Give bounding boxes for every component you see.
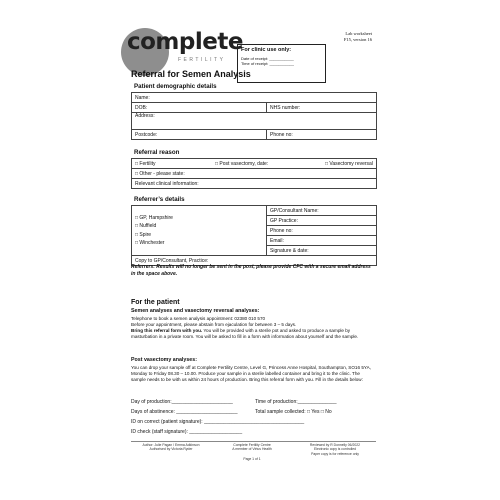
fertility-checkbox[interactable]: □ Fertility [132,159,213,169]
sample-collected-field[interactable]: Total sample collected: □ Yes □ No [255,409,332,415]
referrer-table [131,205,377,266]
referrer-phone-field[interactable]: Phone no: [267,226,377,236]
footer-authorised: Authorised by Victoria Ryder [149,447,193,452]
abstain-text: Before your appointment, please abstain from ejaculation for between 3 – 5 days. [131,322,297,327]
patient-heading: For the patient [131,299,180,306]
footer-electronic: Electronic copy is controlled [313,447,357,452]
document-meta [324,31,372,43]
copy-to-field[interactable]: Copy to GP/Consultant, Practice: [132,256,377,266]
page-number: Page 1 of 1 [243,457,261,461]
clinic-use-heading: For clinic use only: [241,47,292,53]
meta-line-2: F15, version 16 [343,37,372,43]
time-of-production-field[interactable]: Time of production:______________ [255,399,337,405]
patient-id-signature-field[interactable]: ID on correct (patient signature): ____________________________________ [131,419,305,425]
demographics-heading: Patient demographic details [134,83,217,90]
receipt-time: Time of receipt: ___________ [241,61,294,67]
post-vasectomy-subheading: Post vasectomy analyses: [131,357,197,363]
dob-field[interactable]: DOB: [132,103,267,113]
footer-paper: Paper copy is for reference only [311,451,359,456]
referrer-email-field[interactable]: Email: [267,236,377,246]
logo-wordmark: complete [127,29,243,55]
clinical-info-field[interactable]: Relevant clinical information: [132,179,377,189]
nhs-field[interactable]: NHS number: [267,103,377,113]
signature-date-field[interactable]: Signature & date: [267,246,377,256]
receipt-date: Date of receipt: ___________ [241,56,294,62]
winchester-checkbox[interactable]: □ Winchester [135,240,165,246]
page-title: Referral for Semen Analysis [131,69,251,79]
staff-id-signature-field[interactable]: ID check (staff signature): ___________________ [131,429,243,435]
footer-author: Author: Julie Pagan / Emma Adkinson [142,443,200,447]
meta-line-1: Lab worksheet [345,31,372,36]
name-field[interactable]: Name: [132,93,377,103]
other-reason-field[interactable]: □ Other - please state: [132,169,377,179]
referrer-heading: Referrer’s details [134,196,185,203]
demographics-table [131,92,377,140]
footer-centre-name: Complete Fertility Centre [233,443,271,447]
phone-field[interactable]: Phone no: [267,130,377,140]
reason-table [131,158,377,189]
reason-heading: Referral reason [134,149,180,156]
post-vasectomy-checkbox[interactable]: □ Post vasectomy, date: [212,159,322,169]
gp-consultant-field[interactable]: GP/Consultant Name: [267,206,377,216]
gp-hampshire-checkbox[interactable]: □ GP, Hampshire [135,214,173,221]
footer-left [131,443,211,452]
referrer-warning: Referrers: Results will no longer be sent in the post, please provide CFC with a secure email address in the space above. [131,264,371,277]
bring-form-bold: Bring this referral form with you. [131,328,203,333]
nuffield-checkbox[interactable]: □ Nuffield [135,223,157,229]
referrer-options-cell [132,206,267,256]
semen-analysis-subheading: Semen analyses and vasectomy reversal analyses: [131,308,260,314]
footer-reviewed: Reviewed by R Donnelly 06/2022 [309,443,361,447]
booking-phone-text: Telephone to book a semen analysis appointment: 02380 010 570 [131,316,266,321]
logo-subtitle: FERTILITY [178,57,226,63]
footer-middle [212,443,292,452]
vasectomy-reversal-checkbox[interactable]: □ Vasectomy reversal [322,159,377,169]
bring-form-detail: You will be provided with a sterile pot and asked to produce a sample by masturbation in a private room. You will be asked to fill in a form with information about yourself and the sample. [131,328,359,340]
days-of-abstinence-field[interactable]: Days of abstinence: ______________________ [131,409,238,415]
footer-right [294,443,376,456]
day-of-production-field[interactable]: Day of production:______________________ [131,399,233,405]
footer-divider [131,441,376,442]
post-vasectomy-text: You can drop your sample off at Complete Fertility Centre, Level G, Princess Anne Hospital, Southampton, SO16 5YA, Monday to Friday 08.30 – 10.00. Produce your sample in a sterile labelled container and bring it to the clinic. The sample needs to be with us within 24 hours of production. Bring this referral form with you. Fill in the details below: [131,365,371,383]
footer-member: A member of Virtus Health [232,447,272,452]
bring-form-text [131,328,376,340]
spire-checkbox[interactable]: □ Spire [135,231,152,238]
postcode-field[interactable]: Postcode: [132,130,267,140]
gp-practice-field[interactable]: GP Practice: [267,216,377,226]
address-field[interactable]: Address: [132,113,377,130]
